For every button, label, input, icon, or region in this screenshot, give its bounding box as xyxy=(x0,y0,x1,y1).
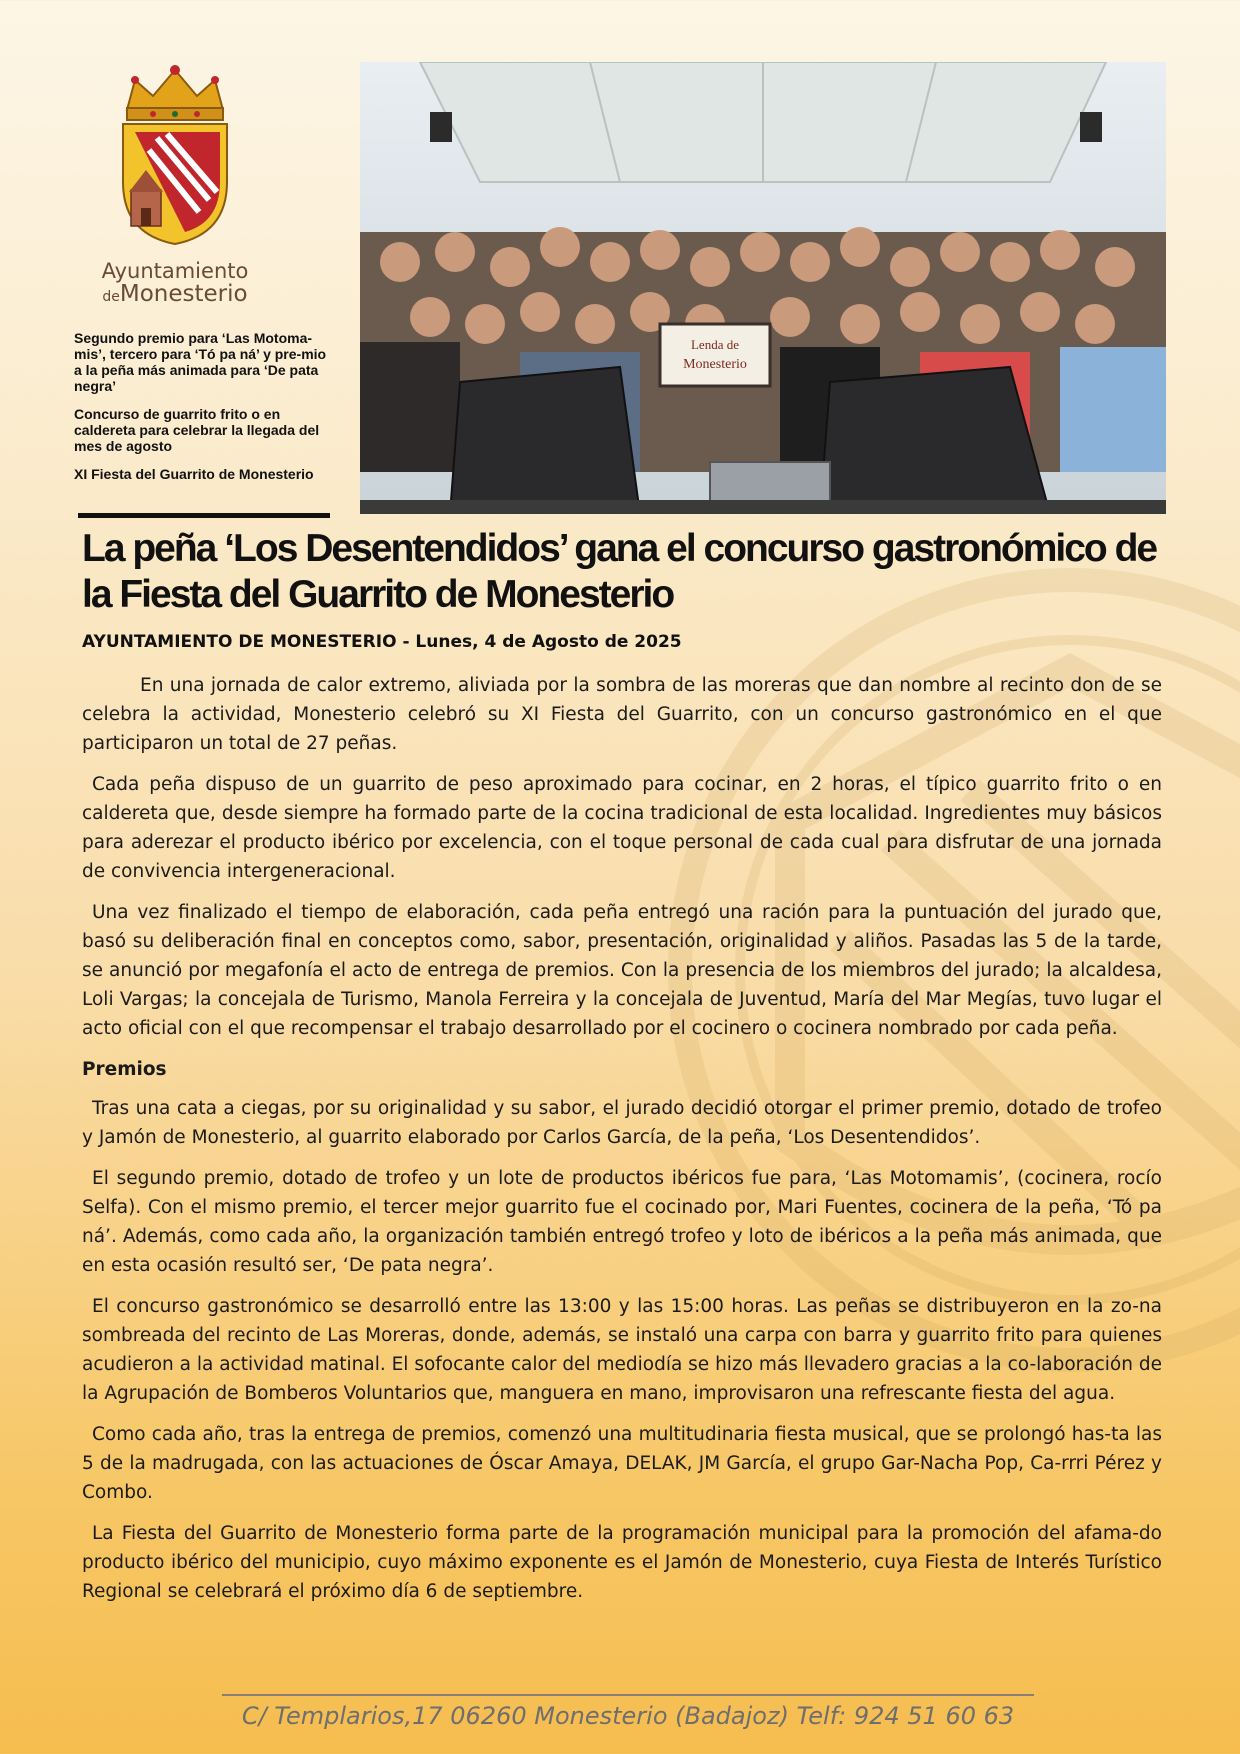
footer-address: C/ Templarios,17 06260 Monesterio (Badajoz) Telf: 924 51 60 63 xyxy=(241,1702,1015,1730)
article-byline: AYUNTAMIENTO DE MONESTERIO - Lunes, 4 de Agosto de 2025 xyxy=(82,632,682,652)
paragraph-5: El segundo premio, dotado de trofeo y un lote de productos ibéricos fue para, ‘Las Motomamis’, (cocinera, rocío Selfa). Con el mismo premio, el tercer mejor guarrito fue el cocinado por, Mari Fuentes, cocinera de la peña, ‘Tó pa ná’. Además, como cada año, la organización también entregó trofeo y loto de ibéricos a la peña más animada, que en esta ocasión resultó ser, ‘De pata negra’. xyxy=(82,1168,1162,1276)
paragraph-2: Cada peña dispuso de un guarrito de peso aproximado para cocinar, en 2 horas, el típico guarrito frito o en caldereta que, desde siempre ha formado parte de la cocina tradicional de esta localidad. Ingredientes muy básicos para aderezar el producto ibérico por excelencia, con el toque personal de cada cual para disfrutar de una jornada de convivencia intergeneracional. xyxy=(82,774,1162,882)
logo-line1: Ayuntamiento xyxy=(101,259,249,283)
article-body xyxy=(82,671,1162,1618)
kicker-1: Segundo premio para ‘Las Motoma-mis’, tercero para ‘Tó pa ná’ y pre-mio a la peña más animada para ‘De pata negra’ xyxy=(74,330,327,394)
event-photo xyxy=(360,62,1166,514)
paragraph-8: La Fiesta del Guarrito de Monesterio forma parte de la programación municipal para la promoción del afama-do producto ibérico del municipio, cuyo máximo exponente es el Jamón de Monesterio, cuya Fiesta de Interés Turístico Regional se celebrará el próximo día 6 de septiembre. xyxy=(82,1523,1162,1602)
footer-divider xyxy=(222,1694,1034,1696)
kicker-3: XI Fiesta del Guarrito de Monesterio xyxy=(74,466,314,482)
kicker-divider xyxy=(78,513,330,518)
municipality-logo xyxy=(95,62,255,306)
article-headline: La peña ‘Los Desentendidos’ gana el concurso gastronómico de la Fiesta del Guarrito de Monesterio xyxy=(82,527,1157,616)
logo-line2-prefix: de xyxy=(102,289,120,306)
kicker-2: Concurso de guarrito frito o en caldereta para celebrar la llegada del mes de agosto xyxy=(74,406,320,454)
paragraph-4: Tras una cata a ciegas, por su originalidad y su sabor, el jurado decidió otorgar el primer premio, dotado de trofeo y Jamón de Monesterio, al guarrito elaborado por Carlos García, de la peña, ‘Los Desentendidos’. xyxy=(82,1098,1162,1148)
section-heading-premios: Premios xyxy=(82,1059,167,1080)
kicker-list xyxy=(74,330,332,494)
photo-sign-line1: Lenda de xyxy=(690,337,740,352)
paragraph-6: El concurso gastronómico se desarrolló entre las 13:00 y las 15:00 horas. Las peñas se distribuyeron en la zo-na sombreada del recinto de Las Moreras, donde, además, se instaló una carpa con barra y guarrito frito para quienes acudieron a la actividad matinal. El sofocante calor del mediodía se hizo más llevadero gracias a la co-laboración de la Agrupación de Bomberos Voluntarios que, manguera en mano, improvisaron una refrescante fiesta del agua. xyxy=(82,1296,1162,1404)
paragraph-3: Una vez finalizado el tiempo de elaboración, cada peña entregó una ración para la puntuación del jurado que, basó su deliberación final en conceptos como, sabor, presentación, originalidad y aliños. Pasadas las 5 de la tarde, se anunció por megafonía el acto de entrega de premios. Con la presencia de los miembros del jurado; la alcaldesa, Loli Vargas; la concejala de Turismo, Manola Ferreira y la concejala de Juventud, María del Mar Megías, tuvo lugar el acto oficial con el que recompensar el trabajo desarrollado por el cocinero o cocinera nombrado por cada peña. xyxy=(82,902,1162,1039)
coat-of-arms-icon xyxy=(105,62,245,252)
photo-sign-line2: Monesterio xyxy=(683,357,747,372)
logo-line2: Monesterio xyxy=(119,281,248,308)
paragraph-1: En una jornada de calor extremo, aliviada por la sombra de las moreras que dan nombre al recinto don de se celebra la actividad, Monesterio celebró su XI Fiesta del Guarrito, con un concurso gastronómico en el que participaron un total de 27 peñas. xyxy=(82,675,1162,754)
paragraph-7: Como cada año, tras la entrega de premios, comenzó una multitudinaria fiesta musical, que se prolongó has-ta las 5 de la madrugada, con las actuaciones de Óscar Amaya, DELAK, JM García, el grupo Gar-Nacha Pop, Ca-rrri Pérez y Combo. xyxy=(82,1424,1162,1503)
